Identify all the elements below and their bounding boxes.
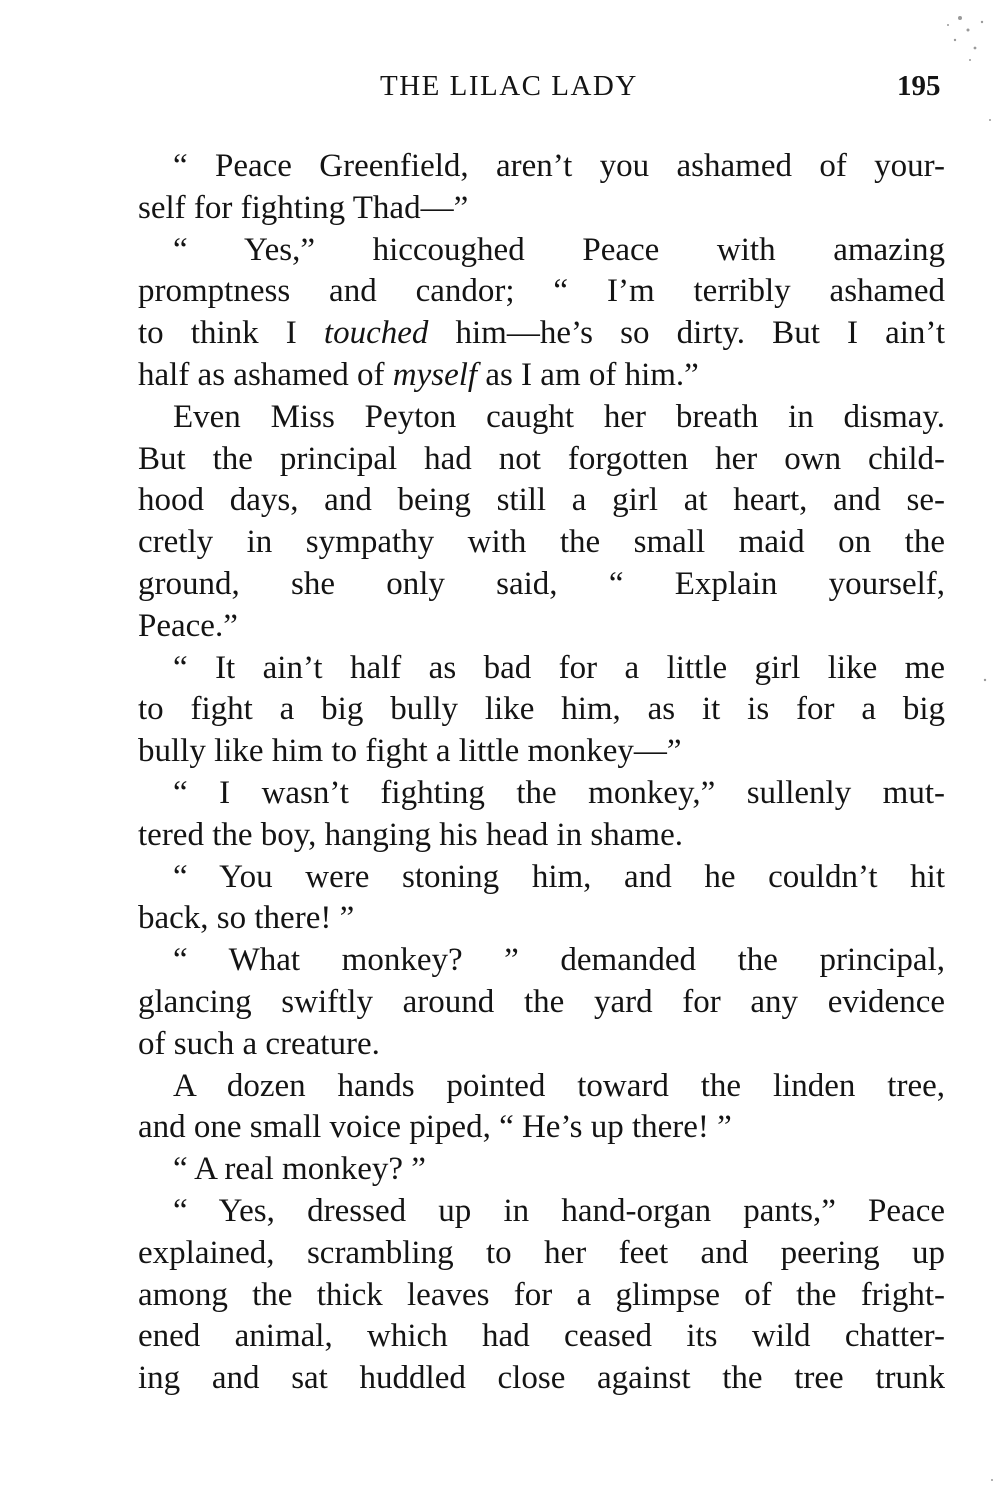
text-run: hood days, and being still a girl at heart, and se- — [138, 482, 945, 519]
text-line — [173, 648, 945, 688]
text-run: “ You were stoning him, and he couldn’t hit — [173, 858, 945, 895]
text-line — [138, 355, 945, 395]
text-run: Even Miss Peyton caught her breath in dismay. — [173, 398, 945, 435]
text-run: “ Peace Greenfield, aren’t you ashamed of your- — [173, 148, 945, 184]
text-run: to fight a big bully like him, as it is for a big — [138, 691, 945, 728]
text-line — [173, 146, 945, 186]
text-line — [173, 1149, 945, 1189]
text-run: ened animal, which had ceased its wild chatter- — [138, 1318, 945, 1355]
text-line — [173, 1191, 945, 1231]
text-run: explained, scrambling to her feet and peering up — [138, 1234, 945, 1271]
text-run: ing and sat huddled close against the tree trunk — [138, 1360, 945, 1397]
text-run: cretly in sympathy with the small maid on the — [138, 524, 945, 561]
text-run: “ What monkey? ” demanded the principal, — [173, 942, 945, 979]
italic-word: touched — [323, 315, 429, 352]
text-line — [138, 439, 945, 479]
text-run: Peace.” — [138, 607, 238, 644]
text-line — [138, 1233, 945, 1273]
text-run: “ I wasn’t fighting the monkey,” sullenly mut- — [173, 775, 945, 811]
text-run: “ Yes, dressed up in hand-organ pants,” Peace — [173, 1193, 945, 1229]
text-line — [138, 1275, 945, 1315]
text-line — [173, 397, 945, 437]
text-line — [138, 480, 945, 520]
page-number: 195 — [897, 70, 941, 102]
text-line — [173, 857, 945, 897]
text-run: tered the boy, hanging his head in shame. — [138, 816, 683, 853]
text-line — [138, 606, 945, 646]
text-run: “ It ain’t half as bad for a little girl like me — [173, 649, 945, 686]
text-line — [138, 522, 945, 562]
text-run: as I am of him.” — [477, 357, 699, 393]
text-run: bully like him to fight a little monkey—” — [138, 733, 682, 770]
text-line — [138, 689, 945, 729]
text-line — [173, 1066, 945, 1106]
text-line — [173, 940, 945, 980]
italic-word: myself — [392, 357, 478, 393]
text-run: and one small voice piped, “ He’s up there! ” — [138, 1109, 732, 1146]
text-run: back, so there! ” — [138, 900, 355, 937]
text-line — [138, 188, 945, 228]
text-run: glancing swiftly around the yard for any evidence — [138, 984, 945, 1020]
text-run: “ Yes,” hiccoughed Peace with amazing — [173, 231, 945, 268]
text-run: promptness and candor; “ I’m terribly ashamed — [138, 273, 945, 310]
text-line — [138, 313, 945, 353]
running-title: THE LILAC LADY — [380, 70, 638, 102]
text-line — [138, 731, 945, 771]
text-run: A dozen hands pointed toward the linden tree, — [173, 1067, 945, 1104]
text-run: ground, she only said, “ Explain yourself, — [138, 566, 945, 602]
text-run: to think I — [138, 315, 324, 352]
text-run: self for fighting Thad—” — [138, 189, 469, 226]
text-line — [138, 815, 945, 855]
text-run: But the principal had not forgotten her own child- — [138, 440, 945, 477]
text-run: of such a creature. — [138, 1025, 380, 1062]
text-line — [138, 271, 945, 311]
text-line — [138, 564, 945, 604]
text-line — [173, 230, 945, 270]
text-line — [138, 1316, 945, 1356]
text-run: half as ashamed of — [138, 357, 393, 393]
text-line — [138, 1107, 945, 1147]
text-run: him—he’s so dirty. But I ain’t — [428, 315, 945, 352]
text-line — [173, 773, 945, 813]
text-line — [138, 982, 945, 1022]
text-line — [138, 898, 945, 938]
text-run: among the thick leaves for a glimpse of the fright- — [138, 1276, 945, 1313]
text-run: “ A real monkey? ” — [173, 1151, 426, 1188]
text-line — [138, 1358, 945, 1398]
text-line — [138, 1024, 945, 1064]
